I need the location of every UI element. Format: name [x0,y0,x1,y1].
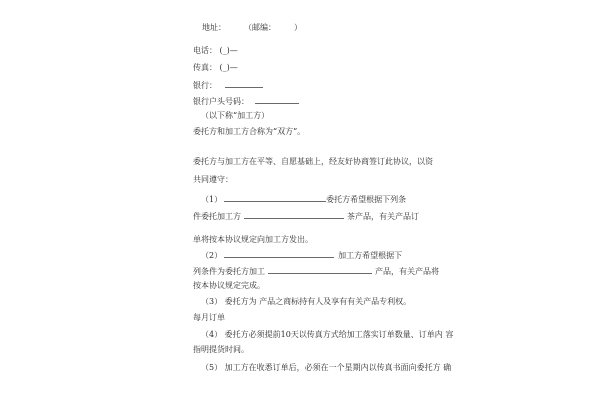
clause-1-blank-a [224,194,326,202]
clause-4-line-a: （4） 委托方必须提前10天以传真方式给加工落实订单数量、订单内 容 [201,330,454,339]
clause-3-line: （3） 委托方为 产品之商标持有人及享有有关产品专利权。 [201,297,412,306]
bank-account-blank [255,96,299,104]
clause-1-line-b [193,211,419,222]
clause-1-text-a: 委托方希望根据下列条 [326,195,407,204]
both-parties-line: 委托方和加工方合称为“双方”。 [193,127,306,136]
bank-blank [225,80,263,88]
clause-2-text-b1: 列条件为委托方加工 [193,267,265,276]
phone-value: (_)— [219,46,238,55]
bank-label: 银行： [193,81,217,90]
clause-1-line-a [201,194,406,205]
fax-line [193,63,238,73]
clause-2-text-b2: 产品，有关产品将 [375,267,439,276]
clause-1-line-c: 单将按本协议规定向加工方发出。 [193,235,313,244]
address-label: 地址： [202,23,226,32]
clause-1-text-b2: 茶产品，有关产品订 [347,212,419,221]
postcode-label: （邮编： [244,23,276,32]
intro-line-1: 委托方与加工方在平等、自愿基础上，经友好协商签订此协议，以资 [193,157,433,166]
monthly-order-heading: 每月订单 [193,313,225,322]
clause-2-blank-b [268,266,372,274]
clause-2-line-b [193,266,439,277]
hereinafter-line: （以下称“加工方） [201,111,270,120]
fax-value: (_)— [219,63,238,72]
clause-2-number: （2） [201,251,223,260]
phone-label: 电话： [193,46,217,55]
bank-account-label: 银行户头号码： [193,97,249,106]
clause-1-blank-b [244,211,344,219]
bank-account-line [193,96,299,107]
intro-line-2: 共同遵守： [193,175,233,184]
phone-line [193,46,238,56]
clause-2-line-a [201,250,402,261]
clause-2-line-c: 按本协议规定完成。 [193,281,265,290]
address-line [202,23,302,33]
clause-2-blank-a [224,250,334,258]
postcode-close: ） [294,23,302,32]
clause-4-line-b: 指明提货时间。 [193,345,249,354]
clause-1-text-b1: 件委托加工方 [193,212,241,221]
bank-line [193,80,263,91]
clause-1-number: （1） [201,195,223,204]
clause-2-text-a: 加工方希望根据下 [338,251,403,260]
clause-5-line: （5） 加工方在收悉订单后，必须在一个星期内以传真书面向委托方 确 [201,363,452,372]
fax-label: 传真： [193,63,217,72]
